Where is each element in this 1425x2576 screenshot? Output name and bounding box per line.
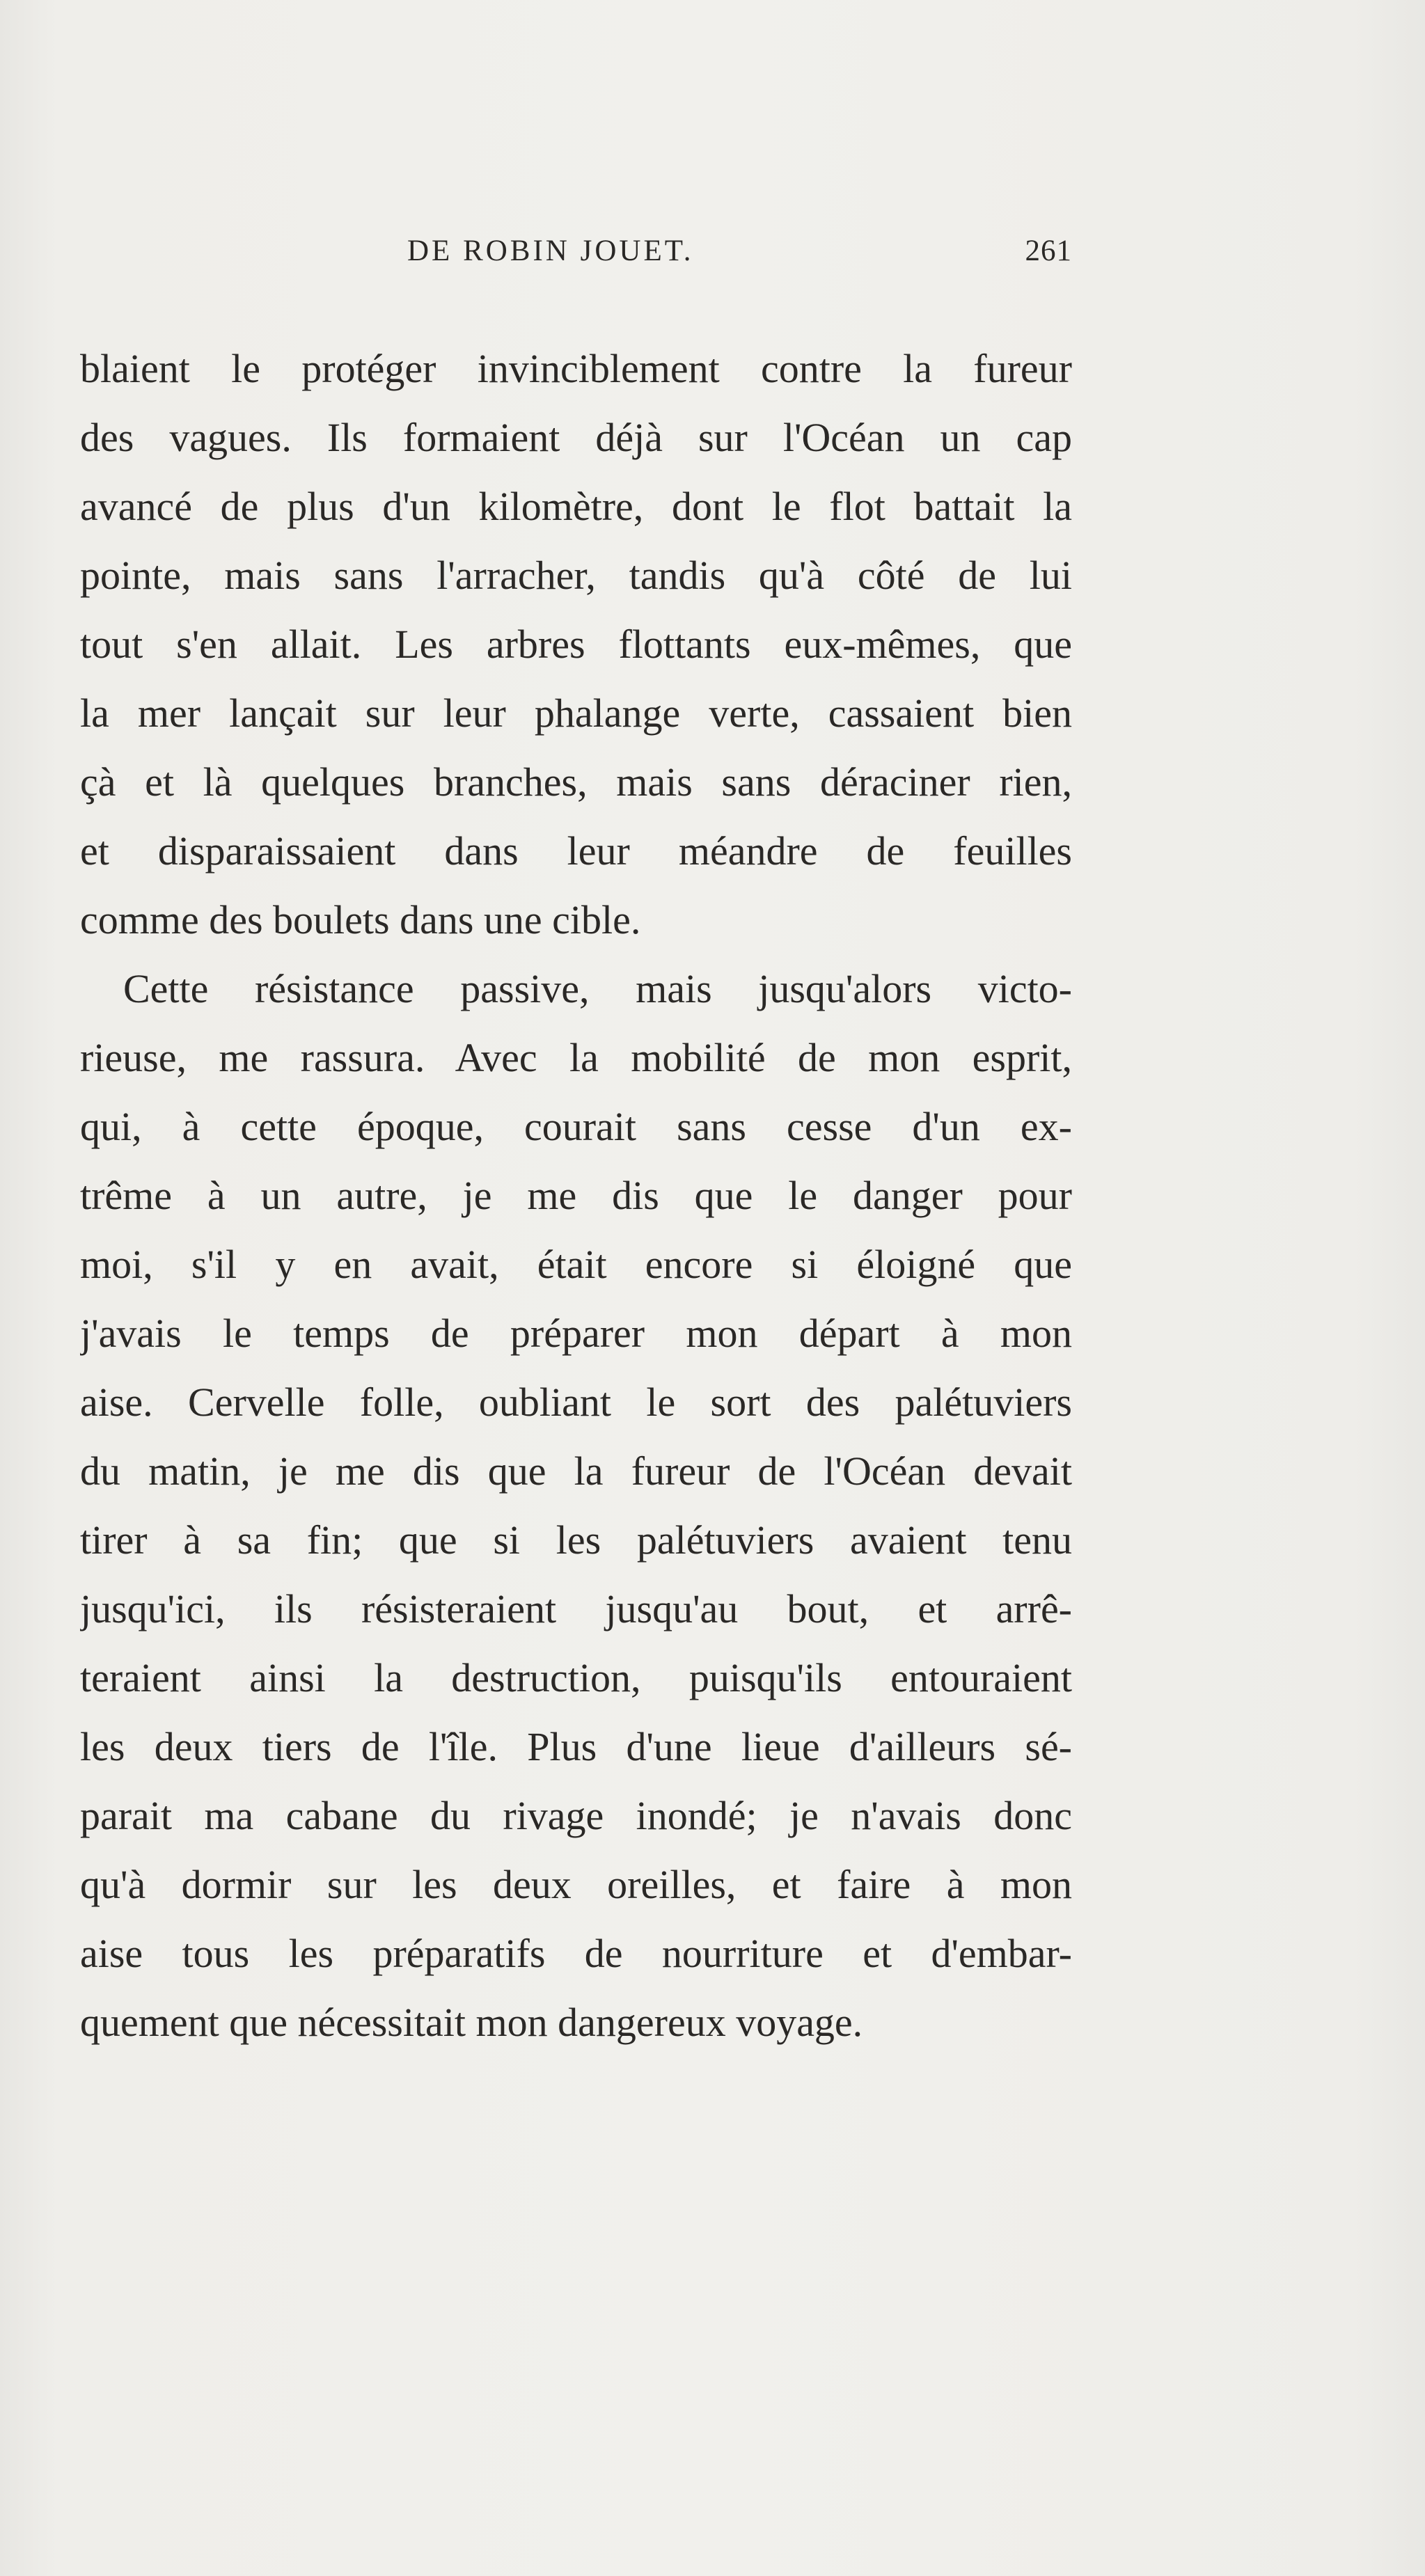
text-line: pointe, mais sans l'arracher, tandis qu'à côté de lui bbox=[80, 553, 1072, 598]
text-line: j'avais le temps de préparer mon départ à mon bbox=[80, 1311, 1072, 1356]
text-line: les deux tiers de l'île. Plus d'une lieue d'ailleurs sé- bbox=[80, 1724, 1072, 1769]
text-line: tirer à sa fin; que si les palétuviers avaient tenu bbox=[80, 1517, 1072, 1563]
body-text bbox=[80, 334, 1072, 2057]
running-head bbox=[80, 234, 1072, 276]
text-line: la mer lançait sur leur phalange verte, cassaient bien bbox=[80, 690, 1072, 736]
text-line: moi, s'il y en avait, était encore si éloigné que bbox=[80, 1242, 1072, 1287]
text-line: qu'à dormir sur les deux oreilles, et faire à mon bbox=[80, 1862, 1072, 1907]
running-title: DE ROBIN JOUET. bbox=[407, 235, 694, 267]
text-line: avancé de plus d'un kilomètre, dont le flot battait la bbox=[80, 484, 1072, 529]
text-line: parait ma cabane du rivage inondé; je n'avais donc bbox=[80, 1793, 1072, 1838]
text-line: aise. Cervelle folle, oubliant le sort des palétuviers bbox=[80, 1380, 1072, 1425]
text-line: tout s'en allait. Les arbres flottants eux-mêmes, que bbox=[80, 622, 1072, 667]
paragraph-end-line: comme des boulets dans une cible. bbox=[80, 897, 641, 942]
text-line: trême à un autre, je me dis que le danger pour bbox=[80, 1173, 1072, 1218]
page-number: 261 bbox=[1025, 235, 1072, 267]
text-line: des vagues. Ils formaient déjà sur l'Océan un cap bbox=[80, 415, 1072, 460]
paragraph-start-line: Cette résistance passive, mais jusqu'alors victo- bbox=[123, 966, 1072, 1011]
text-line: et disparaissaient dans leur méandre de feuilles bbox=[80, 828, 1072, 874]
text-line: teraient ainsi la destruction, puisqu'ils entouraient bbox=[80, 1655, 1072, 1700]
text-line: jusqu'ici, ils résisteraient jusqu'au bout, et arrê- bbox=[80, 1586, 1072, 1631]
text-line: aise tous les préparatifs de nourriture et d'embar- bbox=[80, 1931, 1072, 1976]
text-line: blaient le protéger invinciblement contre la fureur bbox=[80, 346, 1072, 391]
text-line: rieuse, me rassura. Avec la mobilité de mon esprit, bbox=[80, 1035, 1072, 1080]
text-line: du matin, je me dis que la fureur de l'Océan devait bbox=[80, 1448, 1072, 1494]
paragraph-end-line: quement que nécessitait mon dangereux voyage. bbox=[80, 2000, 863, 2045]
text-line: çà et là quelques branches, mais sans déraciner rien, bbox=[80, 759, 1072, 805]
text-line: qui, à cette époque, courait sans cesse d'un ex- bbox=[80, 1104, 1072, 1149]
